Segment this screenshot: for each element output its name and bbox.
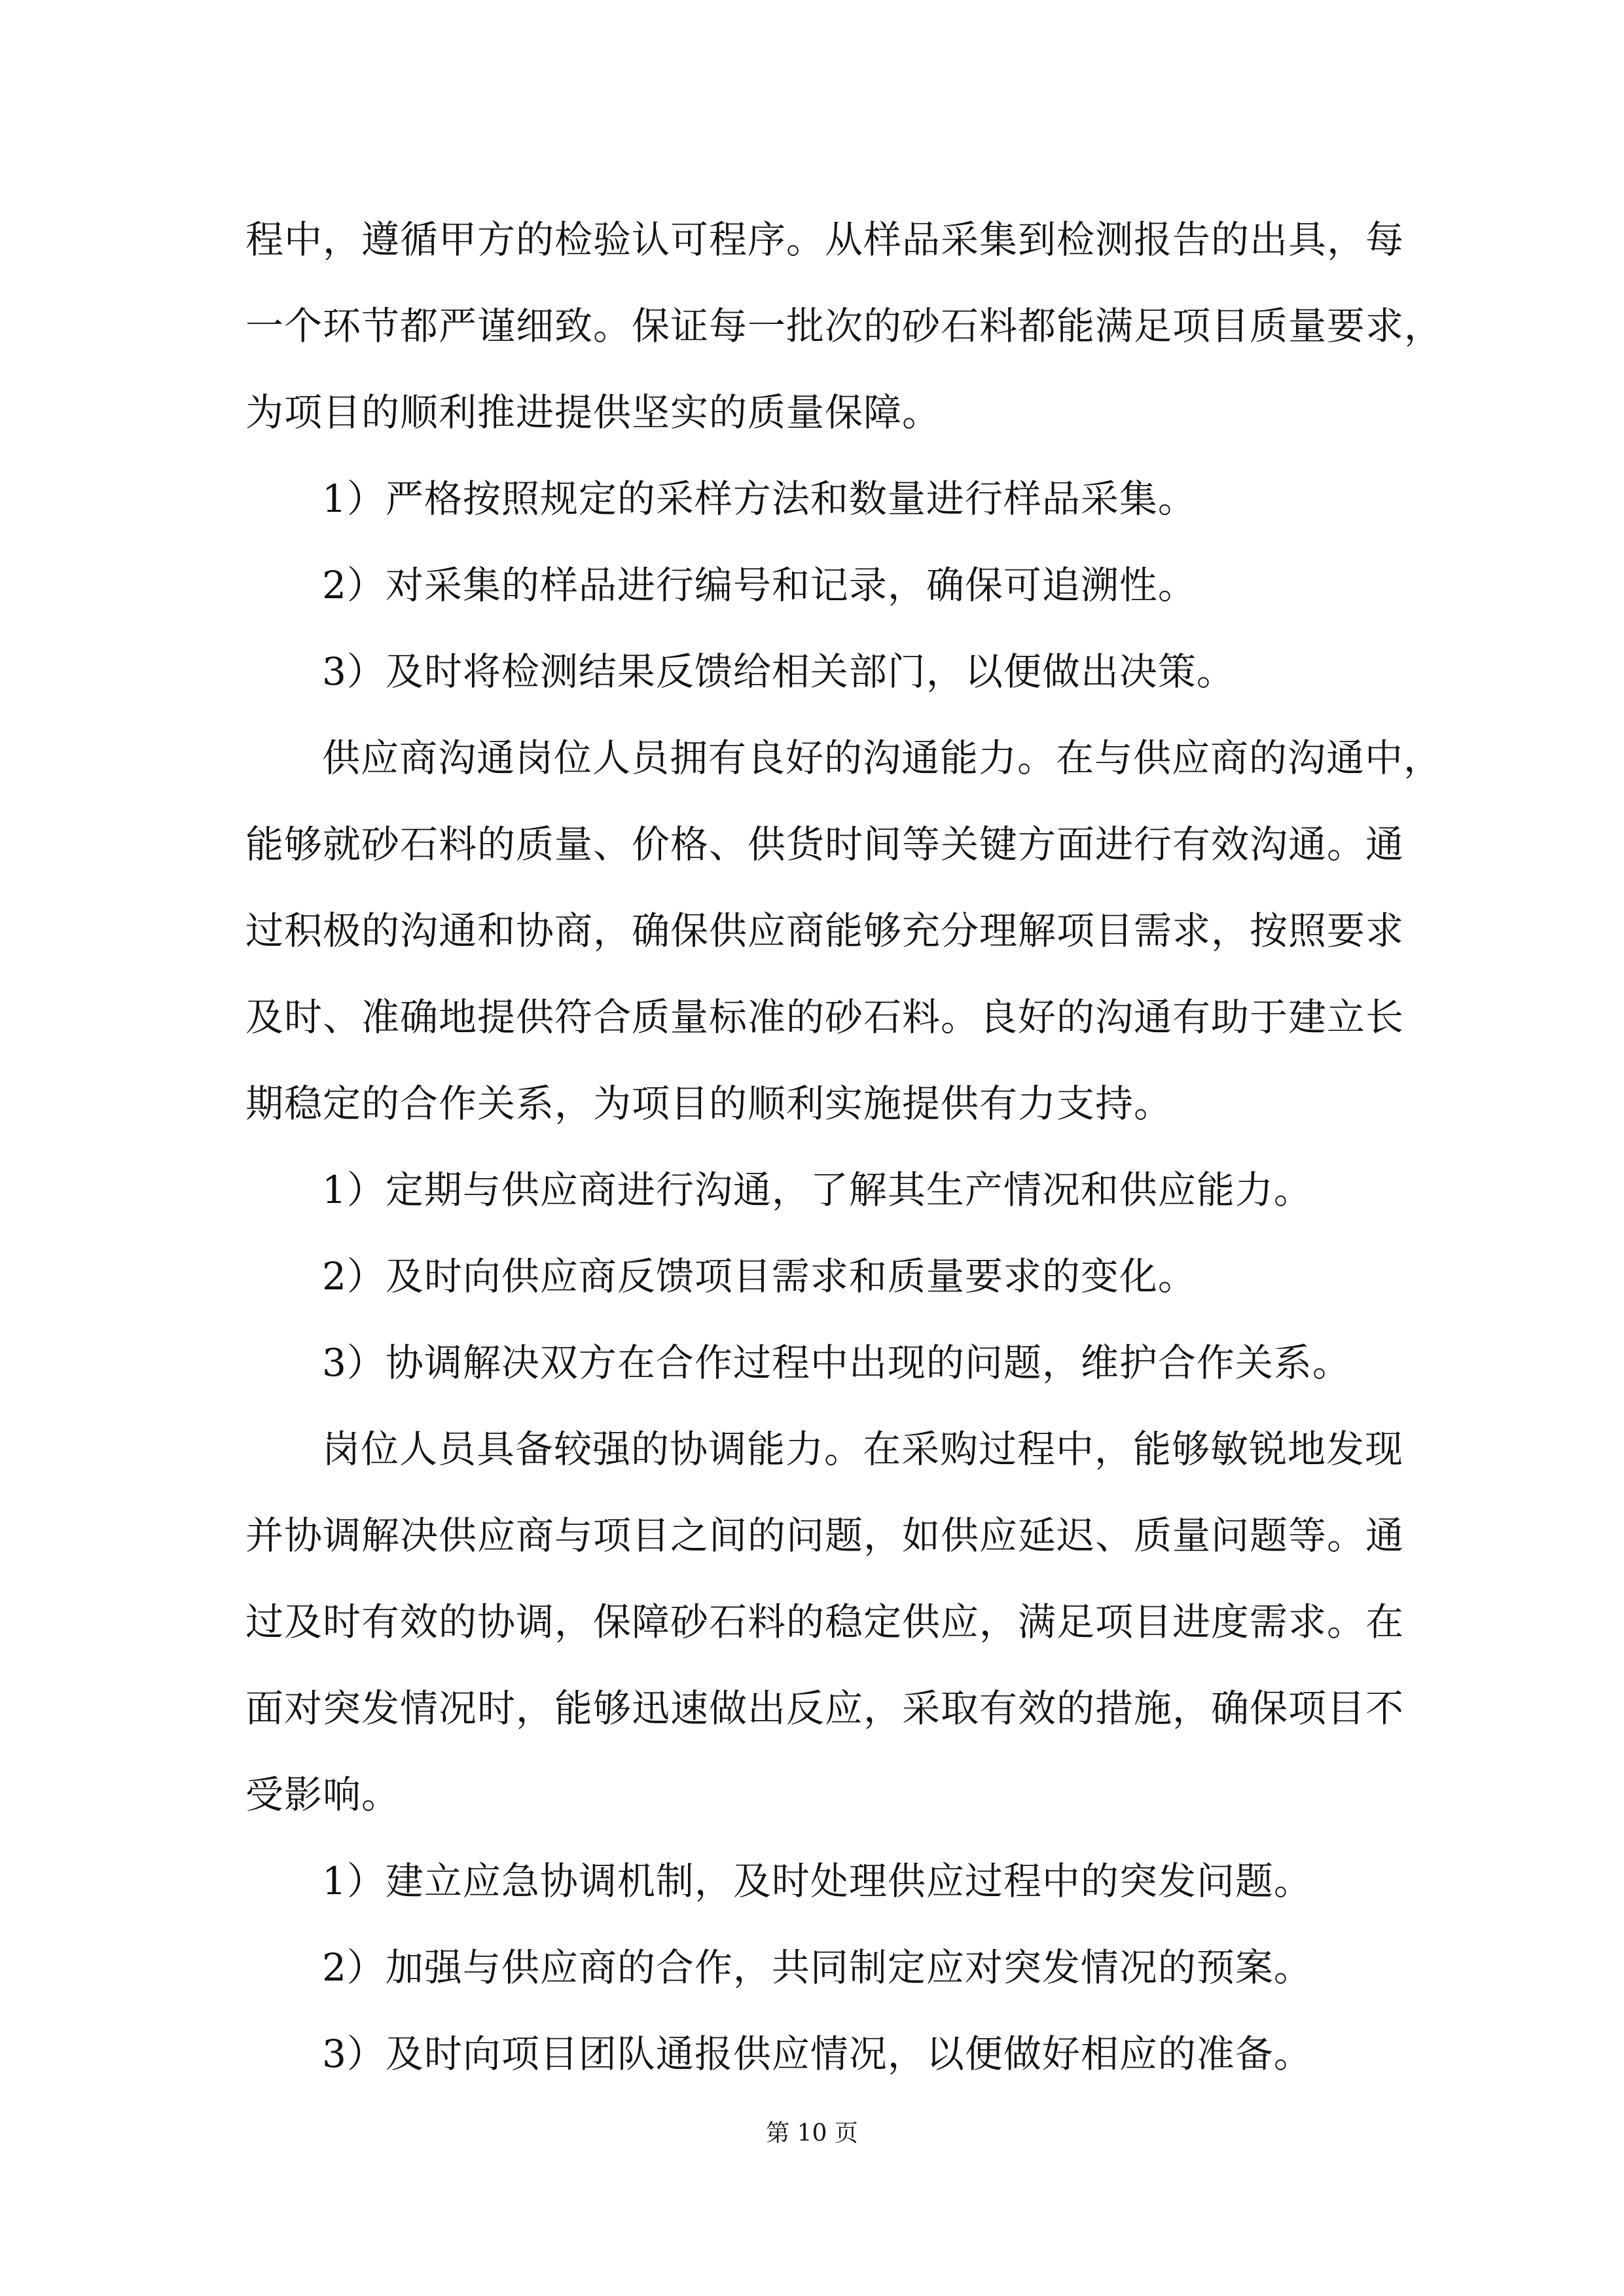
- paragraph: [245, 715, 1443, 1147]
- text-line: 过积极的沟通和协商，确保供应商能够充分理解项目需求，按照要求: [245, 908, 1405, 953]
- list-item: 3）协调解决双方在合作过程中出现的问题，维护合作关系。: [322, 1340, 1351, 1385]
- text-line: 一个环节都严谨细致。保证每一批次的砂石料都能满足项目质量要求，: [245, 304, 1443, 348]
- list-item: 1）建立应急协调机制，及时处理供应过程中的突发问题。: [322, 1859, 1312, 1903]
- text-line: 岗位人员具备较强的协调能力。在采购过程中，能够敏锐地发现: [322, 1427, 1404, 1471]
- paragraph: [245, 196, 1443, 456]
- text-line: 为项目的顺利推进提供坚实的质量保障。: [245, 390, 941, 435]
- list-item: 1）定期与供应商进行沟通，了解其生产情况和供应能力。: [322, 1168, 1312, 1212]
- text-line: 能够就砂石料的质量、价格、供货时间等关键方面进行有效沟通。通: [245, 822, 1405, 867]
- text-line: 受影响。: [245, 1772, 401, 1817]
- text-line: 过及时有效的协调，保障砂石料的稳定供应，满足项目进度需求。在: [245, 1600, 1405, 1644]
- text-line: 及时、准确地提供符合质量标准的砂石料。良好的沟通有助于建立长: [245, 995, 1405, 1039]
- text-line: 期稳定的合作关系，为项目的顺利实施提供有力支持。: [245, 1081, 1173, 1126]
- list-item: 1）严格按照规定的采样方法和数量进行样品采集。: [322, 476, 1197, 521]
- list-item: 3）及时向项目团队通报供应情况，以便做好相应的准备。: [322, 2032, 1312, 2076]
- page-number: 第 10 页: [766, 2120, 858, 2147]
- text-line: 供应商沟通岗位人员拥有良好的沟通能力。在与供应商的沟通中，: [322, 736, 1443, 780]
- text-line: 并协调解决供应商与项目之间的问题，如供应延迟、质量问题等。通: [245, 1513, 1405, 1558]
- body-text: [245, 196, 1443, 2097]
- list-item: 2）及时向供应商反馈项目需求和质量要求的变化。: [322, 1254, 1197, 1299]
- list-item: 2）对采集的样品进行编号和记录，确保可追溯性。: [322, 563, 1197, 607]
- list-item: 3）及时将检测结果反馈给相关部门，以便做出决策。: [322, 649, 1235, 694]
- list-item: 2）加强与供应商的合作，共同制定应对突发情况的预案。: [322, 1945, 1312, 1990]
- text-line: 程中，遵循甲方的检验认可程序。从样品采集到检测报告的出具，每: [245, 217, 1405, 262]
- text-line: 面对突发情况时，能够迅速做出反应，采取有效的措施，确保项目不: [245, 1686, 1405, 1731]
- paragraph: [245, 1406, 1405, 1838]
